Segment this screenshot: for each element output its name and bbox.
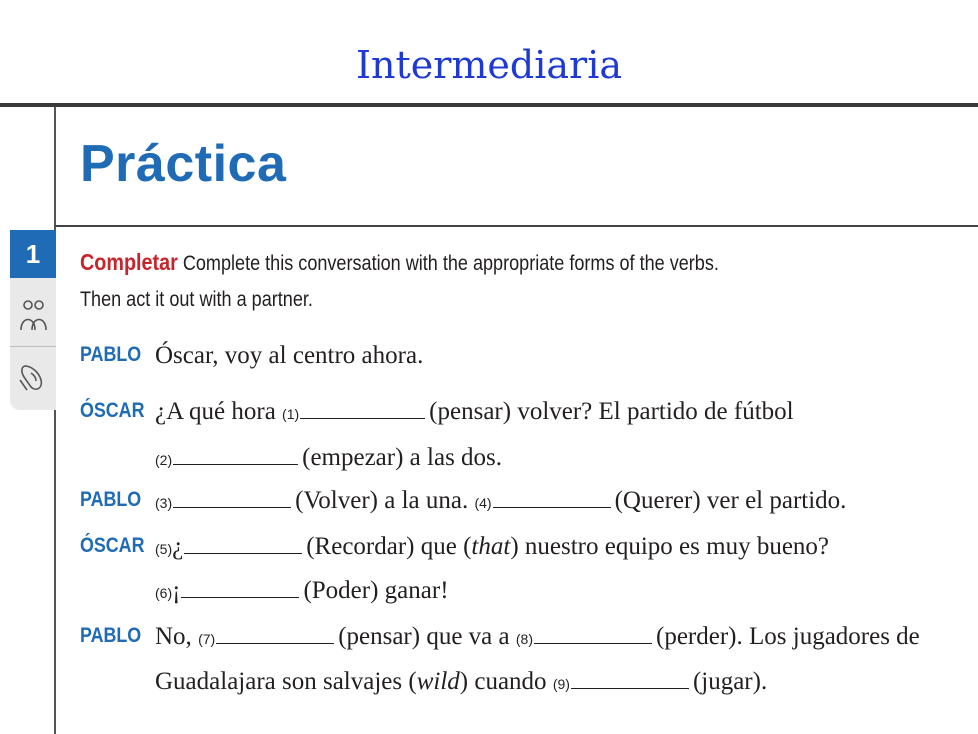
dialogue-text: ) cuando bbox=[459, 668, 547, 695]
dialogue-text: Óscar, voy al centro ahora. bbox=[155, 342, 424, 369]
dialogue-text: (pensar) que va a bbox=[338, 623, 510, 650]
blank-number: (7) bbox=[198, 631, 216, 647]
answer-blank[interactable] bbox=[173, 464, 298, 465]
pair-work-icon bbox=[10, 296, 56, 341]
blank-number: (8) bbox=[515, 631, 533, 647]
blank-number: (4) bbox=[474, 495, 492, 511]
dialogue-text: (jugar). bbox=[692, 668, 768, 695]
activity-title: Completar bbox=[80, 249, 178, 275]
dialogue-line bbox=[155, 534, 829, 559]
dialogue-text: Guadalajara son salvajes ( bbox=[155, 668, 417, 695]
dialogue-line bbox=[155, 488, 846, 513]
punctuation: ¿ bbox=[172, 533, 184, 560]
answer-blank[interactable] bbox=[173, 507, 291, 508]
answer-blank[interactable] bbox=[571, 688, 689, 689]
instructions-line-2: Then act it out with a partner. bbox=[80, 288, 313, 311]
blank-number: (2) bbox=[155, 452, 173, 468]
dialogue-text: (Recordar) que ( bbox=[306, 533, 472, 560]
punctuation: ¡ bbox=[172, 577, 181, 604]
activity-instructions bbox=[80, 244, 837, 318]
dialogue-text: (Volver) a la una. bbox=[295, 487, 469, 514]
speaker-label: PABLO bbox=[80, 624, 142, 647]
dialogue-line bbox=[155, 578, 449, 603]
speaker-label: ÓSCAR bbox=[80, 399, 145, 422]
dialogue-line bbox=[155, 343, 423, 368]
gloss-text: wild bbox=[416, 668, 460, 695]
dialogue-text: ¿A qué hora bbox=[155, 398, 276, 425]
answer-blank[interactable] bbox=[181, 597, 299, 598]
speaker-label: PABLO bbox=[80, 488, 142, 511]
dialogue-text: ) nuestro equipo es muy bueno? bbox=[510, 533, 830, 560]
blank-number: (3) bbox=[155, 495, 173, 511]
answer-blank[interactable] bbox=[184, 553, 302, 554]
blank-number: (5) bbox=[155, 541, 173, 557]
dialogue-text: No, bbox=[155, 623, 192, 650]
section-divider bbox=[55, 225, 978, 227]
blank-number: (1) bbox=[282, 406, 300, 422]
blank-number: (9) bbox=[552, 676, 570, 692]
audio-icon[interactable] bbox=[10, 360, 56, 401]
answer-blank[interactable] bbox=[216, 643, 334, 644]
activity-number: 1 bbox=[10, 230, 56, 278]
dialogue-line bbox=[155, 669, 767, 694]
speaker-label: PABLO bbox=[80, 343, 142, 366]
dialogue-text: (perder). Los jugadores de bbox=[656, 623, 920, 650]
instructions-line-1: Complete this conversation with the appropriate forms of the verbs. bbox=[182, 252, 719, 275]
slide-title: Intermediaria bbox=[355, 43, 623, 87]
gloss-text: that bbox=[471, 533, 511, 560]
top-divider bbox=[0, 103, 978, 107]
dialogue-line bbox=[155, 399, 794, 424]
tab-separator bbox=[10, 346, 56, 347]
dialogue-line bbox=[155, 624, 920, 649]
dialogue-text: (pensar) volver? El partido de fútbol bbox=[429, 398, 794, 425]
dialogue-text: (empezar) a las dos. bbox=[302, 444, 503, 471]
section-title: Práctica bbox=[80, 135, 287, 193]
dialogue-text: (Poder) ganar! bbox=[303, 577, 449, 604]
dialogue-text: (Querer) ver el partido. bbox=[614, 487, 847, 514]
left-margin-rule bbox=[54, 107, 56, 734]
blank-number: (6) bbox=[155, 585, 173, 601]
answer-blank[interactable] bbox=[534, 643, 652, 644]
answer-blank[interactable] bbox=[493, 507, 611, 508]
answer-blank[interactable] bbox=[300, 418, 425, 419]
speaker-label: ÓSCAR bbox=[80, 534, 145, 557]
dialogue-line bbox=[155, 445, 502, 470]
